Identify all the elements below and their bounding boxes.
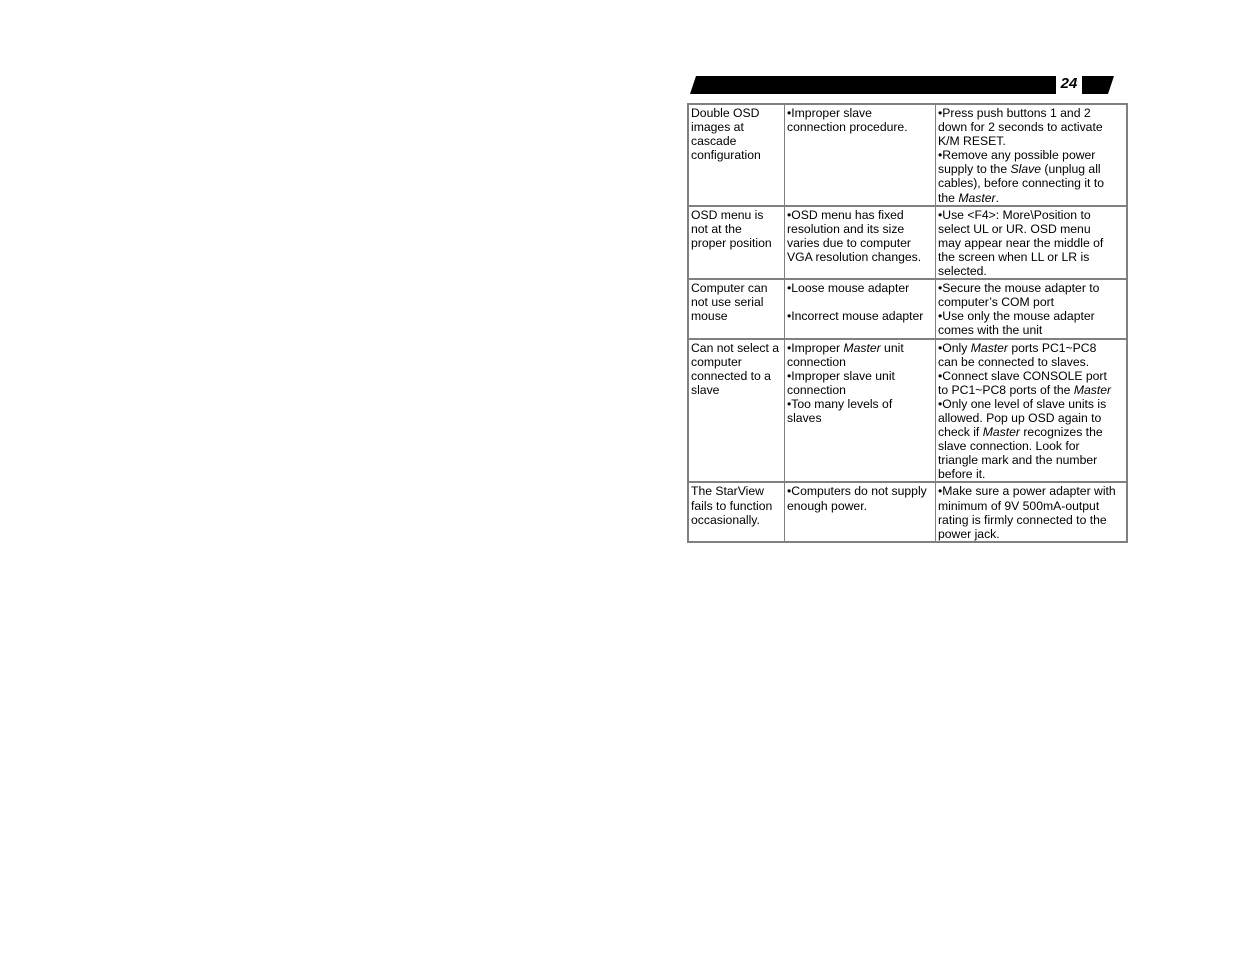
solution-cell	[936, 104, 1128, 206]
solution-cell	[936, 206, 1128, 279]
cell-line: proper position	[691, 235, 772, 250]
cell-line: •Improper slave unit	[787, 368, 895, 383]
cell-line: down for 2 seconds to activate	[938, 120, 1103, 135]
cause-cell	[785, 206, 936, 279]
cell-line: mouse	[691, 309, 728, 324]
cell-line: slave connection. Look for	[938, 439, 1080, 454]
cell-line: supply to the Slave (unplug all	[938, 162, 1101, 177]
table-row	[688, 279, 1127, 338]
cell-line: cables), before connecting it to	[938, 176, 1104, 191]
cell-line: Double OSD	[691, 106, 760, 120]
cell-line: resolution and its size	[787, 221, 905, 236]
cause-cell	[785, 482, 936, 541]
cell-line: slave	[691, 382, 720, 397]
cell-line: •Computers do not supply	[787, 484, 927, 499]
cell-line: connected to a	[691, 368, 771, 383]
cell-line: select UL or UR. OSD menu	[938, 221, 1091, 236]
cell-line: minimum of 9V 500mA-output	[938, 498, 1100, 513]
cell-line: enough power.	[787, 498, 867, 513]
cell-line: K/M RESET.	[938, 134, 1006, 149]
troubleshooting-table	[687, 103, 1128, 543]
cell-line: •Use <F4>: More\Position to	[938, 207, 1091, 222]
cause-cell	[785, 339, 936, 483]
cell-line: slaves	[787, 410, 822, 425]
problem-cell	[688, 206, 785, 279]
cell-line: comes with the unit	[938, 323, 1043, 338]
cell-line: •Press push buttons 1 and 2	[938, 106, 1091, 120]
table-row	[688, 339, 1127, 483]
cell-line: cascade	[691, 134, 737, 149]
cell-line: selected.	[938, 264, 987, 279]
cell-line: fails to function	[691, 498, 773, 513]
cell-line: connection procedure.	[787, 120, 908, 135]
page-header-bar	[690, 76, 1114, 94]
table-row	[688, 104, 1127, 206]
problem-cell	[688, 482, 785, 541]
cell-line: to PC1~PC8 ports of the Master	[938, 382, 1112, 397]
cell-line: may appear near the middle of	[938, 235, 1104, 250]
problem-cell	[688, 104, 785, 206]
cell-line: varies due to computer	[787, 235, 911, 250]
cell-line: connection	[787, 382, 846, 397]
cell-line: Can not select a	[691, 340, 780, 355]
cell-line: connection	[787, 354, 846, 369]
cell-line: •Use only the mouse adapter	[938, 309, 1095, 324]
cell-line: configuration	[691, 148, 761, 163]
cell-line	[787, 295, 933, 309]
cell-line: allowed. Pop up OSD again to	[938, 410, 1102, 425]
cell-line: not at the	[691, 221, 742, 236]
cell-line: •Improper slave	[787, 106, 872, 120]
cell-line: triangle mark and the number	[938, 453, 1098, 468]
cause-cell	[785, 279, 936, 338]
cell-line: power jack.	[938, 526, 1000, 541]
cell-line: •Only one level of slave units is	[938, 396, 1107, 411]
header-bar-shape	[690, 76, 1114, 94]
table-row	[688, 482, 1127, 541]
cell-line: •Connect slave CONSOLE port	[938, 368, 1107, 383]
cell-line: images at	[691, 120, 744, 135]
cell-line: Computer can	[691, 281, 768, 296]
solution-cell	[936, 339, 1128, 483]
cell-line: •Remove any possible power	[938, 148, 1096, 163]
cell-line: computer	[691, 354, 742, 369]
cell-line: before it.	[938, 467, 986, 482]
cell-line: •OSD menu has fixed	[787, 207, 904, 222]
solution-cell	[936, 279, 1128, 338]
problem-cell	[688, 279, 785, 338]
cell-line: can be connected to slaves.	[938, 354, 1090, 369]
troubleshooting-table-body	[688, 104, 1127, 542]
cause-cell	[785, 104, 936, 206]
page-number: 24	[1056, 74, 1082, 94]
cell-line: VGA resolution changes.	[787, 249, 922, 264]
cell-line: The StarView	[691, 484, 764, 499]
cell-line: not use serial	[691, 295, 764, 310]
cell-line: •Secure the mouse adapter to	[938, 281, 1100, 296]
problem-cell	[688, 339, 785, 483]
cell-line: computer’s COM port	[938, 295, 1055, 310]
cell-line: OSD menu is	[691, 207, 764, 222]
cell-line: •Incorrect mouse adapter	[787, 309, 924, 324]
cell-line: rating is firmly connected to the	[938, 512, 1107, 527]
solution-cell	[936, 482, 1128, 541]
cell-line: the screen when LL or LR is	[938, 249, 1090, 264]
cell-line: occasionally.	[691, 512, 760, 527]
cell-line: the Master.	[938, 190, 999, 205]
cell-line: check if Master recognizes the	[938, 425, 1103, 440]
cell-line: •Make sure a power adapter with	[938, 484, 1116, 499]
cell-line: •Loose mouse adapter	[787, 281, 910, 296]
cell-line: •Only Master ports PC1~PC8	[938, 340, 1097, 355]
cell-line: •Improper Master unit	[787, 340, 904, 355]
cell-line: •Too many levels of	[787, 396, 893, 411]
table-row	[688, 206, 1127, 279]
